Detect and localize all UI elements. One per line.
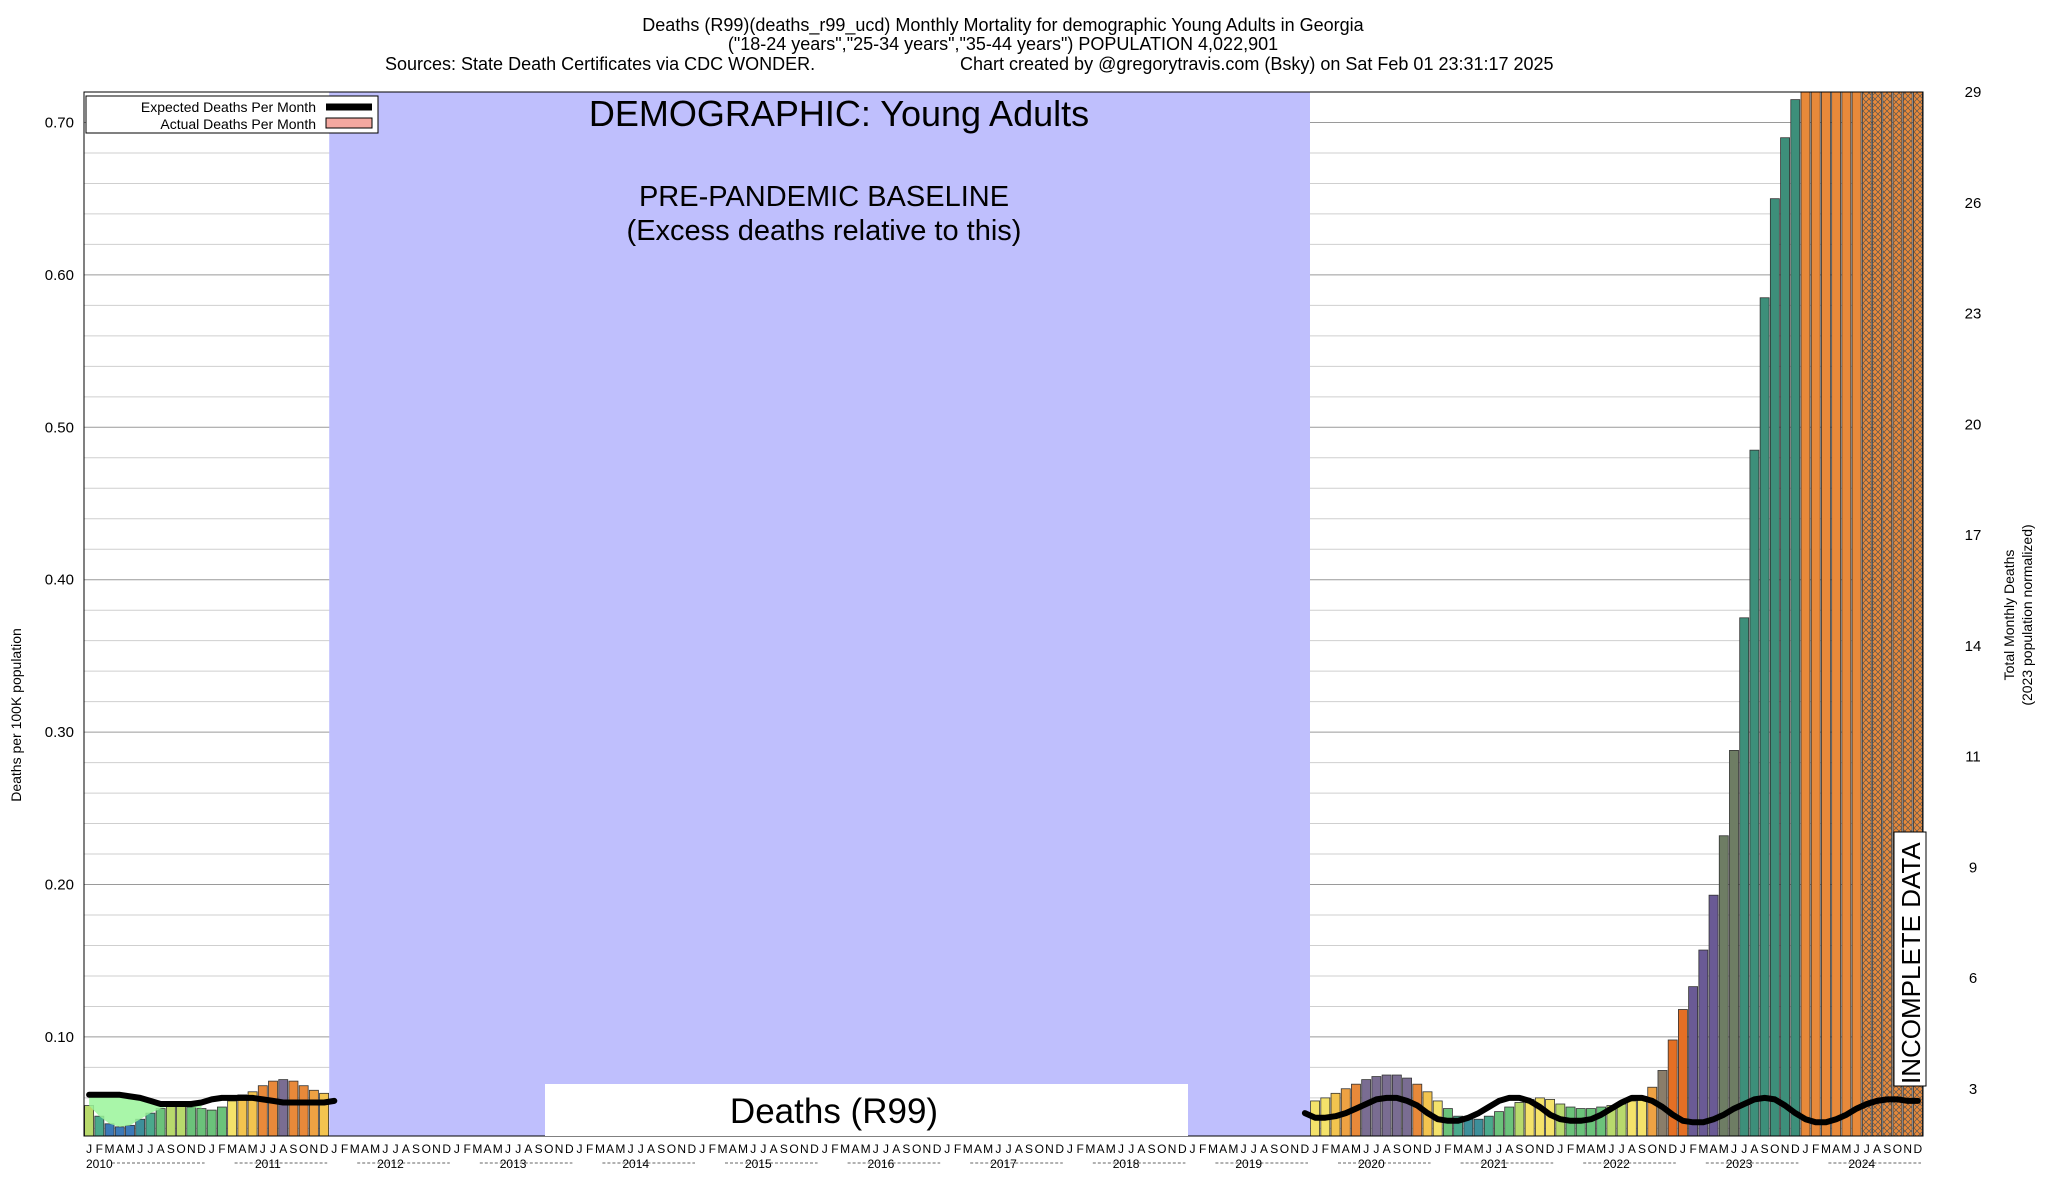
- x-month-label: M: [370, 1142, 381, 1156]
- x-month-label: A: [1709, 1142, 1718, 1156]
- actual-bar: [1719, 836, 1728, 1136]
- x-month-label: A: [238, 1142, 247, 1156]
- x-month-label: M: [1718, 1142, 1729, 1156]
- x-year-label: 2024: [1848, 1157, 1876, 1171]
- actual-bar: [1740, 618, 1749, 1136]
- actual-bar: [1770, 199, 1779, 1136]
- x-month-label: A: [1014, 1142, 1023, 1156]
- x-month-label: J: [259, 1142, 266, 1156]
- x-year-label: 2020: [1357, 1157, 1385, 1171]
- x-month-label: N: [1412, 1142, 1422, 1156]
- demographic-label: DEMOGRAPHIC: Young Adults: [588, 93, 1090, 134]
- x-year-label: 2015: [744, 1157, 772, 1171]
- x-month-label: M: [1820, 1142, 1831, 1156]
- x-month-label: A: [483, 1142, 492, 1156]
- x-month-label: A: [156, 1142, 165, 1156]
- x-month-label: M: [472, 1142, 483, 1156]
- x-month-label: A: [892, 1142, 901, 1156]
- y2-tick-label: 17: [1964, 527, 1982, 545]
- x-month-label: M: [227, 1142, 238, 1156]
- x-month-label: O: [1034, 1142, 1044, 1156]
- x-month-label: J: [137, 1142, 144, 1156]
- x-month-label: M: [1575, 1142, 1586, 1156]
- x-month-label: M: [860, 1142, 871, 1156]
- x-month-label: J: [1485, 1142, 1492, 1156]
- actual-bar: [1729, 750, 1738, 1136]
- actual-bar: [115, 1127, 124, 1136]
- x-month-label: D: [319, 1142, 329, 1156]
- actual-bar: [1638, 1096, 1647, 1136]
- x-year-label: 2014: [622, 1157, 650, 1171]
- chart-subtitle: ("18-24 years","25-34 years","35-44 years") POPULATION 4,022,901: [727, 34, 1279, 54]
- x-month-label: A: [1873, 1142, 1882, 1156]
- incomplete-data-text: INCOMPLETE DATA: [1896, 842, 1926, 1084]
- x-month-label: N: [309, 1142, 319, 1156]
- actual-bar: [85, 1106, 94, 1136]
- x-month-label: A: [1464, 1142, 1473, 1156]
- x-month-label: J: [1240, 1142, 1247, 1156]
- x-month-label: J: [1730, 1142, 1737, 1156]
- x-month-label: N: [554, 1142, 564, 1156]
- x-month-label: J: [1312, 1142, 1319, 1156]
- x-month-label: N: [186, 1142, 196, 1156]
- x-month-label: N: [432, 1142, 441, 1156]
- actual-bar: [279, 1080, 288, 1136]
- x-month-label: M: [492, 1142, 503, 1156]
- x-month-label: A: [1505, 1142, 1514, 1156]
- x-month-label: J: [1189, 1142, 1196, 1156]
- x-month-label: J: [821, 1142, 828, 1156]
- x-month-label: M: [737, 1142, 748, 1156]
- actual-bar: [187, 1107, 196, 1136]
- y2-tick-label: 3: [1968, 1081, 1978, 1098]
- actual-bar: [228, 1101, 237, 1136]
- x-month-label: J: [1853, 1142, 1860, 1156]
- x-axis-ticks: [86, 1142, 1923, 1171]
- y2-tick-label: 9: [1968, 859, 1978, 877]
- x-month-label: J: [995, 1142, 1002, 1156]
- x-month-label: J: [1741, 1142, 1748, 1156]
- x-month-label: J: [637, 1142, 644, 1156]
- x-month-label: S: [1025, 1142, 1034, 1156]
- x-month-label: S: [1638, 1142, 1647, 1156]
- x-month-label: O: [298, 1142, 309, 1156]
- actual-bar: [136, 1119, 145, 1136]
- x-month-label: J: [504, 1142, 511, 1156]
- actual-bar: [95, 1116, 104, 1136]
- x-year-label: 2011: [254, 1157, 281, 1171]
- x-month-label: D: [932, 1142, 942, 1156]
- y-tick-label: 0.20: [44, 876, 74, 894]
- x-month-label: O: [789, 1142, 799, 1156]
- legend: [86, 96, 378, 133]
- x-month-label: S: [534, 1142, 543, 1156]
- x-month-label: D: [1790, 1142, 1800, 1156]
- x-month-label: A: [606, 1142, 615, 1156]
- x-month-label: F: [95, 1142, 103, 1156]
- x-month-label: J: [147, 1142, 154, 1156]
- y-axis-right-ticks: [1965, 84, 1982, 1098]
- x-month-label: A: [401, 1142, 410, 1156]
- x-month-label: A: [1219, 1142, 1228, 1156]
- x-month-label: M: [840, 1142, 851, 1156]
- x-month-label: N: [1535, 1142, 1545, 1156]
- x-month-label: O: [544, 1142, 554, 1156]
- x-month-label: O: [1402, 1142, 1412, 1156]
- x-month-label: F: [586, 1142, 594, 1156]
- x-month-label: J: [944, 1142, 951, 1156]
- actual-bar: [1852, 92, 1861, 1136]
- x-month-label: D: [1177, 1142, 1187, 1156]
- x-month-label: S: [289, 1142, 298, 1156]
- x-month-label: F: [463, 1142, 471, 1156]
- actual-bar: [1648, 1087, 1657, 1136]
- x-month-label: M: [1228, 1142, 1239, 1156]
- x-month-label: D: [810, 1142, 819, 1156]
- x-year-label: 2016: [867, 1157, 895, 1171]
- x-month-label: J: [1496, 1142, 1503, 1156]
- actual-bar: [197, 1109, 206, 1136]
- x-month-label: J: [750, 1142, 757, 1156]
- x-month-label: N: [1903, 1142, 1913, 1156]
- y-tick-label: 0.40: [44, 571, 74, 589]
- legend-expected-label: Expected Deaths Per Month: [140, 99, 316, 115]
- actual-bar: [1821, 92, 1830, 1136]
- x-month-label: F: [340, 1142, 349, 1156]
- y-tick-label: 0.70: [44, 114, 74, 132]
- baseline-band: [329, 92, 1310, 1136]
- x-month-label: A: [1096, 1142, 1105, 1156]
- x-month-label: S: [779, 1142, 788, 1156]
- x-year-label: 2012: [377, 1157, 404, 1171]
- incomplete-hatch: [1883, 92, 1892, 1136]
- y-tick-label: 0.30: [44, 724, 74, 742]
- x-month-label: N: [1045, 1142, 1054, 1156]
- x-month-label: J: [392, 1142, 399, 1156]
- actual-bar: [1760, 298, 1769, 1136]
- x-month-label: O: [176, 1142, 186, 1156]
- actual-bar: [1617, 1104, 1626, 1136]
- x-month-label: O: [911, 1142, 922, 1156]
- x-month-label: F: [831, 1142, 839, 1156]
- x-month-label: A: [360, 1142, 369, 1156]
- x-month-label: J: [1373, 1142, 1380, 1156]
- actual-bar: [156, 1109, 165, 1136]
- x-month-label: J: [1128, 1142, 1135, 1156]
- x-year-label: 2022: [1603, 1157, 1630, 1171]
- actual-bar: [1372, 1077, 1381, 1136]
- actual-bar: [1689, 987, 1698, 1136]
- actual-bar: [105, 1124, 114, 1136]
- actual-bar: [166, 1106, 175, 1136]
- x-month-label: A: [1382, 1142, 1391, 1156]
- actual-bar: [1515, 1102, 1524, 1136]
- x-month-label: D: [687, 1142, 697, 1156]
- x-month-label: M: [1207, 1142, 1218, 1156]
- x-month-label: J: [1434, 1142, 1441, 1156]
- actual-bar: [309, 1090, 318, 1136]
- y-tick-label: 0.50: [44, 419, 74, 437]
- x-month-label: J: [382, 1142, 389, 1156]
- y-axis-right-title-1: Total Monthly Deaths: [2001, 549, 2017, 681]
- y2-tick-label: 23: [1964, 305, 1982, 323]
- x-month-label: O: [1892, 1142, 1903, 1156]
- actual-bar: [1832, 92, 1841, 1136]
- x-month-label: J: [331, 1142, 338, 1156]
- x-month-label: O: [1157, 1142, 1167, 1156]
- x-month-label: M: [1453, 1142, 1464, 1156]
- x-month-label: N: [799, 1142, 809, 1156]
- x-month-label: J: [1117, 1142, 1124, 1156]
- x-month-label: A: [1750, 1142, 1759, 1156]
- x-month-label: F: [1566, 1142, 1575, 1156]
- x-year-label: 2023: [1725, 1157, 1753, 1171]
- x-month-label: A: [769, 1142, 778, 1156]
- x-month-label: J: [86, 1142, 93, 1156]
- x-month-label: S: [1515, 1142, 1524, 1156]
- y-axis-left-ticks: [45, 114, 74, 1045]
- x-month-label: S: [1883, 1142, 1892, 1156]
- actual-bar: [299, 1086, 308, 1136]
- x-month-label: N: [677, 1142, 687, 1156]
- x-month-label: O: [1647, 1142, 1657, 1156]
- x-month-label: O: [1279, 1142, 1290, 1156]
- x-month-label: M: [983, 1142, 994, 1156]
- x-month-label: J: [1608, 1142, 1615, 1156]
- x-month-label: D: [1055, 1142, 1065, 1156]
- x-year-label: 2017: [990, 1157, 1017, 1171]
- x-month-label: A: [115, 1142, 124, 1156]
- actual-bar: [1403, 1078, 1412, 1136]
- x-month-label: J: [699, 1142, 706, 1156]
- y2-tick-label: 14: [1964, 637, 1982, 655]
- actual-bar: [1781, 138, 1790, 1136]
- actual-bar: [1668, 1040, 1677, 1136]
- x-month-label: A: [1137, 1142, 1146, 1156]
- x-month-label: M: [1085, 1142, 1096, 1156]
- actual-bar: [146, 1113, 155, 1136]
- x-month-label: N: [922, 1142, 932, 1156]
- x-month-label: N: [1167, 1142, 1177, 1156]
- x-month-label: D: [197, 1142, 206, 1156]
- bottom-label: Deaths (R99): [729, 1092, 939, 1131]
- actual-bar: [289, 1081, 298, 1136]
- x-month-label: M: [962, 1142, 973, 1156]
- x-month-label: J: [1618, 1142, 1625, 1156]
- x-month-label: M: [1698, 1142, 1709, 1156]
- x-month-label: O: [421, 1142, 431, 1156]
- x-year-label: 2021: [1480, 1157, 1508, 1171]
- x-month-label: F: [1812, 1142, 1820, 1156]
- x-month-label: S: [1147, 1142, 1156, 1156]
- incomplete-data-label: [1894, 832, 1926, 1086]
- y-tick-label: 0.60: [44, 266, 74, 284]
- incomplete-hatch: [1873, 92, 1882, 1136]
- y-axis-right-title-2: (2023 population normalized): [2019, 524, 2035, 706]
- actual-bar: [1750, 450, 1759, 1136]
- x-month-label: D: [1545, 1142, 1555, 1156]
- x-month-label: A: [728, 1142, 737, 1156]
- chart-credit: Chart created by @gregorytravis.com (Bsky) on Sat Feb 01 23:31:17 2025: [960, 54, 1554, 74]
- x-month-label: F: [218, 1142, 226, 1156]
- actual-bar: [1495, 1112, 1504, 1136]
- actual-bar: [207, 1110, 216, 1136]
- actual-bar: [1505, 1107, 1514, 1136]
- x-month-label: A: [1341, 1142, 1350, 1156]
- x-month-label: M: [349, 1142, 360, 1156]
- x-month-label: N: [1290, 1142, 1300, 1156]
- chart-source: Sources: State Death Certificates via CDC WONDER.: [385, 54, 816, 74]
- actual-bar: [1474, 1119, 1483, 1136]
- actual-bar: [125, 1125, 134, 1136]
- y2-tick-label: 26: [1964, 194, 1982, 212]
- x-month-label: S: [902, 1142, 911, 1156]
- y2-tick-label: 20: [1964, 416, 1982, 434]
- x-month-label: M: [247, 1142, 258, 1156]
- baseline-label: PRE-PANDEMIC BASELINE: [638, 181, 1010, 213]
- actual-bar: [1811, 92, 1820, 1136]
- baseline-sublabel: (Excess deaths relative to this): [626, 215, 1022, 247]
- x-month-label: J: [453, 1142, 460, 1156]
- x-month-label: M: [1105, 1142, 1116, 1156]
- x-year-label: 2013: [499, 1157, 527, 1171]
- actual-bar: [1709, 895, 1718, 1136]
- x-month-label: A: [1627, 1142, 1636, 1156]
- x-month-label: J: [1066, 1142, 1073, 1156]
- x-month-label: O: [1770, 1142, 1780, 1156]
- x-month-label: N: [1658, 1142, 1667, 1156]
- x-month-label: D: [1300, 1142, 1310, 1156]
- y2-tick-label: 11: [1965, 748, 1981, 766]
- actual-bar: [258, 1086, 267, 1136]
- x-month-label: D: [1913, 1142, 1923, 1156]
- y2-tick-label: 6: [1968, 970, 1978, 988]
- actual-bar: [1791, 100, 1800, 1136]
- x-month-label: J: [270, 1142, 277, 1156]
- x-month-label: S: [1392, 1142, 1401, 1156]
- x-month-label: A: [851, 1142, 860, 1156]
- x-month-label: M: [717, 1142, 728, 1156]
- actual-bar: [1484, 1116, 1493, 1136]
- legend-actual-swatch: [326, 118, 372, 128]
- x-month-label: A: [973, 1142, 982, 1156]
- x-month-label: M: [1596, 1142, 1607, 1156]
- y-axis-left-title: Deaths per 100K population: [8, 628, 24, 802]
- x-month-label: J: [1363, 1142, 1370, 1156]
- x-month-label: F: [1199, 1142, 1207, 1156]
- x-month-label: F: [953, 1142, 962, 1156]
- actual-bar: [269, 1081, 278, 1136]
- actual-bar: [238, 1095, 247, 1136]
- x-month-label: A: [647, 1142, 656, 1156]
- x-month-label: N: [1780, 1142, 1790, 1156]
- x-month-label: S: [412, 1142, 421, 1156]
- x-month-label: J: [883, 1142, 890, 1156]
- x-year-label: 2019: [1235, 1157, 1263, 1171]
- x-month-label: D: [1423, 1142, 1432, 1156]
- x-month-label: A: [1260, 1142, 1269, 1156]
- y-tick-label: 0.10: [44, 1028, 74, 1046]
- chart-title: Deaths (R99)(deaths_r99_ucd) Monthly Mortality for demographic Young Adults in Georgia: [642, 15, 1364, 35]
- x-month-label: M: [1330, 1142, 1341, 1156]
- y2-tick-label: 29: [1964, 84, 1982, 101]
- actual-bar: [1627, 1101, 1636, 1136]
- x-month-label: M: [1841, 1142, 1852, 1156]
- x-month-label: D: [564, 1142, 574, 1156]
- x-month-label: M: [594, 1142, 605, 1156]
- x-month-label: O: [666, 1142, 677, 1156]
- x-month-label: J: [1802, 1142, 1809, 1156]
- x-month-label: J: [1557, 1142, 1564, 1156]
- x-month-label: J: [515, 1142, 522, 1156]
- incomplete-hatch: [1862, 92, 1871, 1136]
- actual-bar: [1699, 950, 1708, 1136]
- x-month-label: J: [1005, 1142, 1012, 1156]
- x-month-label: A: [1832, 1142, 1841, 1156]
- x-month-label: M: [124, 1142, 135, 1156]
- x-month-label: F: [1689, 1142, 1697, 1156]
- x-month-label: M: [615, 1142, 626, 1156]
- x-month-label: J: [1679, 1142, 1686, 1156]
- x-month-label: J: [208, 1142, 215, 1156]
- x-month-label: A: [279, 1142, 288, 1156]
- actual-bar: [1801, 92, 1810, 1136]
- actual-bar: [217, 1107, 226, 1136]
- actual-bar: [1392, 1075, 1401, 1136]
- x-month-label: A: [1586, 1142, 1595, 1156]
- x-month-label: F: [1444, 1142, 1452, 1156]
- x-month-label: M: [1350, 1142, 1361, 1156]
- x-month-label: S: [657, 1142, 666, 1156]
- x-month-label: M: [1473, 1142, 1484, 1156]
- x-month-label: F: [1076, 1142, 1084, 1156]
- actual-bar: [177, 1106, 186, 1136]
- x-month-label: S: [1760, 1142, 1769, 1156]
- x-month-label: A: [524, 1142, 533, 1156]
- x-month-label: M: [104, 1142, 115, 1156]
- x-month-label: S: [166, 1142, 175, 1156]
- x-month-label: D: [1668, 1142, 1678, 1156]
- x-month-label: O: [1524, 1142, 1535, 1156]
- x-month-label: D: [442, 1142, 452, 1156]
- legend-actual-label: Actual Deaths Per Month: [160, 116, 316, 132]
- actual-bar: [1382, 1075, 1391, 1136]
- x-year-label: 2010: [86, 1157, 113, 1171]
- actual-bar: [1842, 92, 1851, 1136]
- x-month-label: J: [872, 1142, 879, 1156]
- x-year-label: 2018: [1112, 1157, 1140, 1171]
- x-month-label: S: [1270, 1142, 1279, 1156]
- x-month-label: F: [1321, 1142, 1329, 1156]
- x-month-label: J: [760, 1142, 767, 1156]
- x-month-label: F: [708, 1142, 716, 1156]
- x-month-label: J: [576, 1142, 583, 1156]
- x-month-label: J: [627, 1142, 634, 1156]
- x-month-label: J: [1250, 1142, 1257, 1156]
- x-month-label: J: [1863, 1142, 1870, 1156]
